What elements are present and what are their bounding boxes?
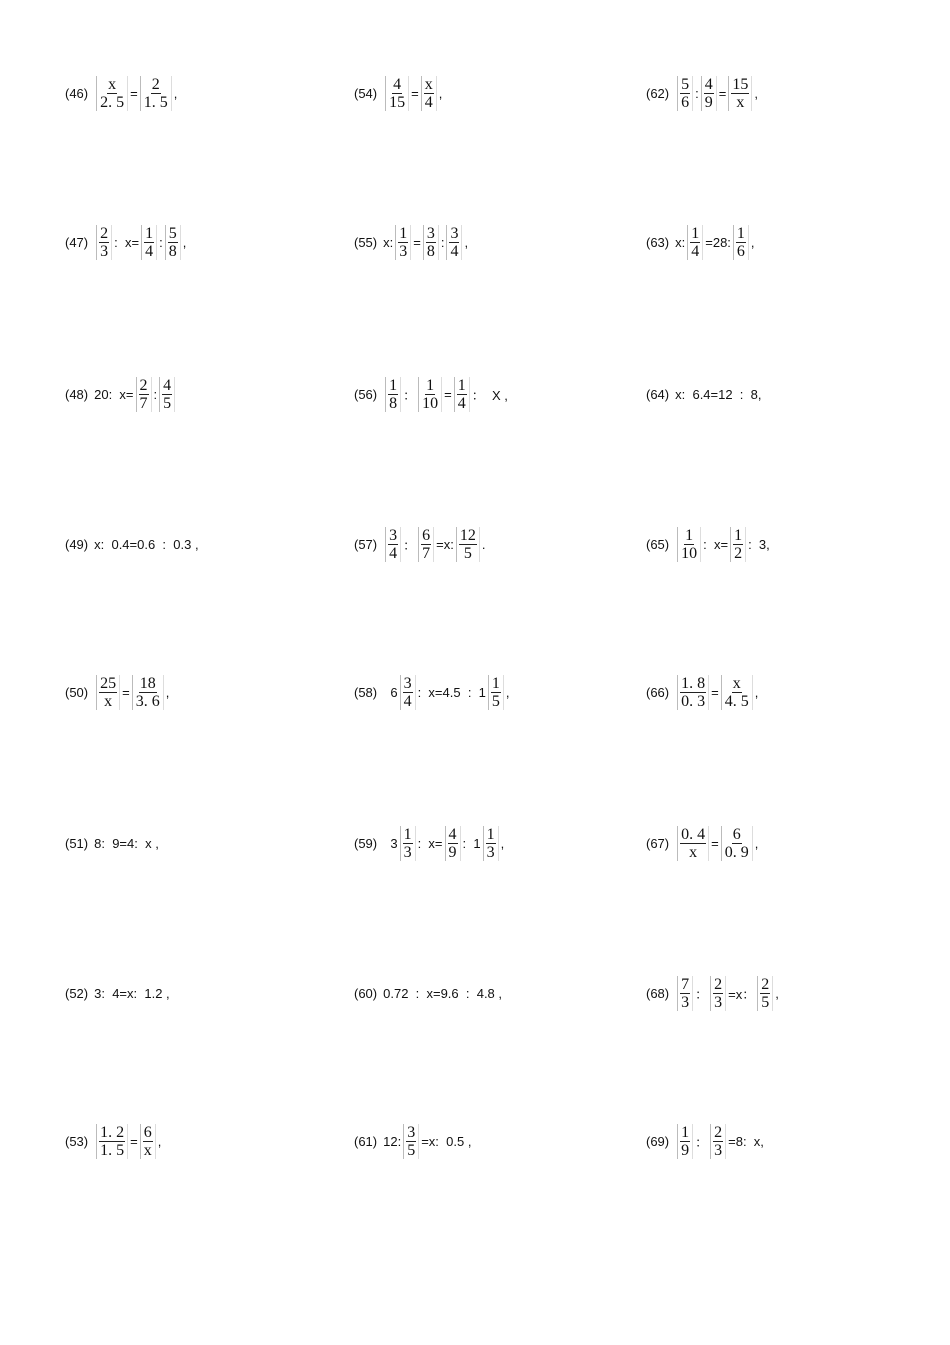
fraction-numerator: 4 [393, 75, 402, 93]
equation-text: = [130, 85, 138, 101]
problem-number: (48) [65, 386, 89, 402]
equation-text: : [159, 234, 163, 250]
problem-p48 [65, 374, 177, 414]
equation-text: =8: x, [728, 1133, 764, 1149]
equation-text: 20: x= [94, 386, 134, 402]
equation-text: . [481, 536, 486, 552]
problem-number: (53) [65, 1133, 89, 1149]
fraction-numerator: 5 [681, 75, 690, 93]
fraction [421, 76, 437, 111]
fraction-denominator: 8 [168, 242, 177, 260]
fraction-denominator: 8 [426, 242, 435, 260]
fraction-denominator: 3. 6 [135, 692, 160, 710]
fraction-denominator: 4 [389, 544, 398, 562]
fraction [385, 527, 401, 562]
fraction-numerator: 1 [736, 224, 745, 242]
problem-number: (56) [354, 386, 378, 402]
fraction [454, 377, 470, 412]
fraction-numerator: 2 [100, 224, 109, 242]
problem-number: (68) [646, 985, 670, 1001]
equation-text: , [173, 85, 178, 101]
fraction [403, 1124, 419, 1159]
problem-number: (64) [646, 386, 670, 402]
equation-text: = [718, 85, 727, 101]
equation-text: 3 [383, 835, 398, 851]
fraction-numerator: 2 [714, 975, 723, 993]
problem-p57 [354, 524, 485, 564]
equation-text: =x： [728, 986, 756, 1002]
fraction [728, 76, 752, 111]
fraction-numerator: 2 [714, 1123, 723, 1141]
equation-text: : [440, 234, 445, 250]
fraction [721, 826, 753, 861]
fraction [159, 377, 175, 412]
problem-p50 [65, 672, 169, 712]
fraction [140, 1124, 156, 1159]
problem-number: (55) [354, 234, 378, 250]
problem-number: (49) [65, 536, 89, 552]
problem-p54 [354, 73, 442, 113]
fraction [141, 225, 157, 260]
equation-text: : 1 [462, 835, 481, 851]
fraction-denominator: 7 [139, 394, 148, 412]
problem-p62 [646, 73, 758, 113]
fraction [488, 675, 504, 710]
equation-text: : [695, 85, 699, 101]
problem-p47 [65, 222, 186, 262]
fraction-denominator: 5 [761, 993, 770, 1011]
fraction [701, 76, 717, 111]
fraction [96, 76, 128, 111]
fraction-denominator: 4 [424, 93, 433, 111]
equation-text: x: 6.4=12 : 8, [675, 386, 762, 402]
fraction [710, 1124, 726, 1159]
fraction [710, 976, 726, 1011]
fraction-denominator: 4 [403, 692, 412, 710]
equation-text: 12: [383, 1133, 402, 1149]
fraction-numerator: x [108, 75, 117, 93]
fraction-numerator: 7 [681, 975, 690, 993]
fraction-denominator: 4 [145, 242, 154, 260]
equation-text: x: [383, 234, 394, 250]
fraction-numerator: 2 [151, 75, 160, 93]
fraction [96, 675, 120, 710]
equation-text: : x= [417, 835, 443, 851]
fraction [677, 976, 693, 1011]
fraction [96, 1124, 128, 1159]
fraction [733, 225, 749, 260]
problem-number: (59) [354, 835, 378, 851]
fraction-denominator: 2. 5 [100, 93, 125, 111]
problem-number: (67) [646, 835, 670, 851]
problem-number: (63) [646, 234, 670, 250]
fraction-numerator: 3 [389, 526, 398, 544]
fraction-numerator: 12 [459, 526, 476, 544]
fraction-numerator: 1 [399, 224, 408, 242]
fraction-numerator: 1 [389, 376, 398, 394]
equation-text: , [754, 684, 759, 700]
problem-number: (51) [65, 835, 89, 851]
fraction-numerator: 3 [426, 224, 435, 242]
fraction-denominator: 3 [486, 843, 495, 861]
fraction-denominator: 3 [403, 843, 412, 861]
fraction-numerator: 4 [704, 75, 713, 93]
fraction-denominator: 6 [736, 242, 745, 260]
fraction-numerator: 25 [100, 674, 117, 692]
problem-p68 [646, 973, 779, 1013]
fraction [400, 675, 416, 710]
problem-number: (46) [65, 85, 89, 101]
problem-p65 [646, 524, 770, 564]
fraction [446, 225, 462, 260]
equation-text: , [157, 1133, 162, 1149]
problem-p61 [354, 1121, 471, 1161]
equation-text: , [754, 85, 758, 101]
problem-number: (65) [646, 536, 670, 552]
fraction-denominator: 9 [448, 843, 457, 861]
fraction-denominator: x [736, 93, 745, 111]
equation-text: 8: 9=4: x , [94, 835, 159, 851]
fraction [721, 675, 753, 710]
fraction-denominator: 4 [691, 242, 700, 260]
problem-p69 [646, 1121, 764, 1161]
fraction-numerator: 4 [448, 825, 457, 843]
equation-text: , [182, 234, 187, 250]
fraction-numerator: 1 [457, 376, 466, 394]
problem-number: (50) [65, 684, 89, 700]
equation-text: , [464, 234, 469, 250]
equation-text: = [130, 1133, 138, 1149]
fraction-numerator: 2 [139, 376, 148, 394]
fraction-denominator: 1. 5 [143, 93, 168, 111]
problem-p51 [65, 823, 159, 863]
problem-number: (69) [646, 1133, 670, 1149]
problem-number: (57) [354, 536, 378, 552]
fraction-numerator: 3 [450, 224, 459, 242]
fraction-denominator: 4 [450, 242, 459, 260]
fraction-numerator: 6 [422, 526, 431, 544]
equation-text: 3: 4=x: 1.2 , [94, 985, 170, 1001]
fraction-denominator: 5 [163, 394, 172, 412]
problem-number: (61) [354, 1133, 378, 1149]
fraction-numerator: 3 [407, 1123, 416, 1141]
fraction [730, 527, 746, 562]
equation-text: x: [675, 234, 686, 250]
fraction-denominator: 9 [704, 93, 713, 111]
fraction [677, 76, 693, 111]
equation-text: , [750, 234, 755, 250]
equation-text: ： [403, 387, 417, 403]
fraction-numerator: 1 [681, 1123, 690, 1141]
fraction [456, 527, 480, 562]
problem-p59 [354, 823, 504, 863]
problem-p46 [65, 73, 177, 113]
fraction-denominator: 10 [422, 394, 439, 412]
equation-text: , [775, 985, 779, 1001]
fraction-numerator: 5 [168, 224, 177, 242]
fraction-numerator: x [732, 674, 741, 692]
equation-text: , [438, 85, 443, 101]
fraction-denominator: 3 [681, 993, 690, 1011]
fraction [445, 826, 461, 861]
fraction-numerator: 1 [486, 825, 495, 843]
fraction [395, 225, 411, 260]
problem-number: (52) [65, 985, 89, 1001]
fraction-denominator: 6 [681, 93, 690, 111]
equation-text: =x: [436, 536, 454, 552]
problem-number: (60) [354, 985, 378, 1001]
equation-text: = [711, 835, 719, 851]
fraction-numerator: 1 [403, 825, 412, 843]
fraction [96, 225, 112, 260]
equation-text: =28: [705, 234, 731, 250]
problem-p55 [354, 222, 468, 262]
fraction [136, 377, 152, 412]
equation-text: ： [695, 986, 709, 1002]
fraction-numerator: 6 [732, 825, 741, 843]
fraction-denominator: 9 [681, 1141, 690, 1159]
fraction-denominator: 3 [714, 1141, 723, 1159]
equation-text: : 3, [748, 536, 770, 552]
fraction-numerator: 18 [139, 674, 156, 692]
fraction-denominator: 5 [407, 1141, 416, 1159]
problem-p53 [65, 1121, 161, 1161]
fraction [483, 826, 499, 861]
equation-text: : [153, 386, 158, 402]
fraction-denominator: x [143, 1141, 152, 1159]
fraction-denominator: x [689, 843, 698, 861]
equation-text: = [444, 386, 452, 402]
fraction-numerator: 2 [761, 975, 770, 993]
equation-text: : x= [114, 234, 140, 250]
equation-text: = [413, 234, 421, 250]
equation-text: , [165, 684, 170, 700]
fraction-numerator: 1 [491, 674, 500, 692]
fraction-denominator: x [104, 692, 113, 710]
problem-p60 [354, 973, 502, 1013]
fraction-numerator: 0. 4 [681, 825, 706, 843]
fraction-numerator: 15 [732, 75, 749, 93]
fraction-denominator: 15 [389, 93, 406, 111]
equation-text: ： [403, 537, 417, 553]
problem-number: (66) [646, 684, 670, 700]
equation-text: = [411, 85, 419, 101]
equation-text: ： [695, 1134, 709, 1150]
fraction-denominator: 3 [399, 242, 408, 260]
fraction [400, 826, 416, 861]
problem-p66 [646, 672, 758, 712]
fraction [687, 225, 703, 260]
problem-number: (54) [354, 85, 378, 101]
fraction-numerator: 1. 8 [681, 674, 706, 692]
fraction-denominator: 0. 3 [681, 692, 706, 710]
fraction-numerator: 1 [426, 376, 435, 394]
fraction-denominator: 3 [100, 242, 109, 260]
fraction-denominator: 4. 5 [724, 692, 749, 710]
fraction-numerator: 3 [403, 674, 412, 692]
equation-text: : x=4.5 : 1 [417, 684, 486, 700]
problem-p63 [646, 222, 755, 262]
fraction [677, 675, 709, 710]
equation-text: ： X , [471, 387, 508, 403]
fraction [418, 527, 434, 562]
fraction-numerator: 1 [691, 224, 700, 242]
fraction-denominator: 7 [422, 544, 431, 562]
fraction [757, 976, 773, 1011]
equation-text: , [505, 684, 510, 700]
equation-text: = [122, 684, 130, 700]
fraction-numerator: 1 [685, 526, 694, 544]
equation-text: 6 [383, 684, 398, 700]
problem-number: (62) [646, 85, 670, 101]
fraction-denominator: 3 [714, 993, 723, 1011]
fraction-denominator: 5 [463, 544, 472, 562]
fraction-denominator: 5 [491, 692, 500, 710]
fraction [423, 225, 439, 260]
fraction [385, 76, 409, 111]
fraction-numerator: 1 [734, 526, 743, 544]
fraction [418, 377, 442, 412]
equation-text: : x= [703, 536, 729, 552]
fraction [677, 527, 701, 562]
fraction-denominator: 8 [389, 394, 398, 412]
problem-number: (58) [354, 684, 378, 700]
fraction-numerator: 1 [145, 224, 154, 242]
fraction-numerator: 6 [143, 1123, 152, 1141]
problem-p56 [354, 374, 508, 414]
equation-text: , [754, 835, 759, 851]
fraction-denominator: 1. 5 [100, 1141, 125, 1159]
problem-p52 [65, 973, 170, 1013]
equation-text: 0.72 : x=9.6 : 4.8 , [383, 985, 503, 1001]
fraction-denominator: 4 [457, 394, 466, 412]
fraction [677, 826, 709, 861]
equation-text: , [500, 835, 505, 851]
problem-p67 [646, 823, 758, 863]
fraction [677, 1124, 693, 1159]
problem-number: (47) [65, 234, 89, 250]
fraction [132, 675, 164, 710]
fraction [140, 76, 172, 111]
equation-text: x: 0.4=0.6 : 0.3 , [94, 536, 199, 552]
fraction-denominator: 10 [681, 544, 698, 562]
fraction [385, 377, 401, 412]
fraction-numerator: x [424, 75, 433, 93]
fraction [165, 225, 181, 260]
fraction-denominator: 2 [734, 544, 743, 562]
equation-text: = [711, 684, 719, 700]
equation-text: =x: 0.5 , [421, 1133, 472, 1149]
fraction-numerator: 1. 2 [100, 1123, 125, 1141]
fraction-numerator: 4 [163, 376, 172, 394]
problem-p64 [646, 374, 762, 414]
problem-p49 [65, 524, 199, 564]
fraction-denominator: 0. 9 [724, 843, 749, 861]
problem-p58 [354, 672, 510, 712]
